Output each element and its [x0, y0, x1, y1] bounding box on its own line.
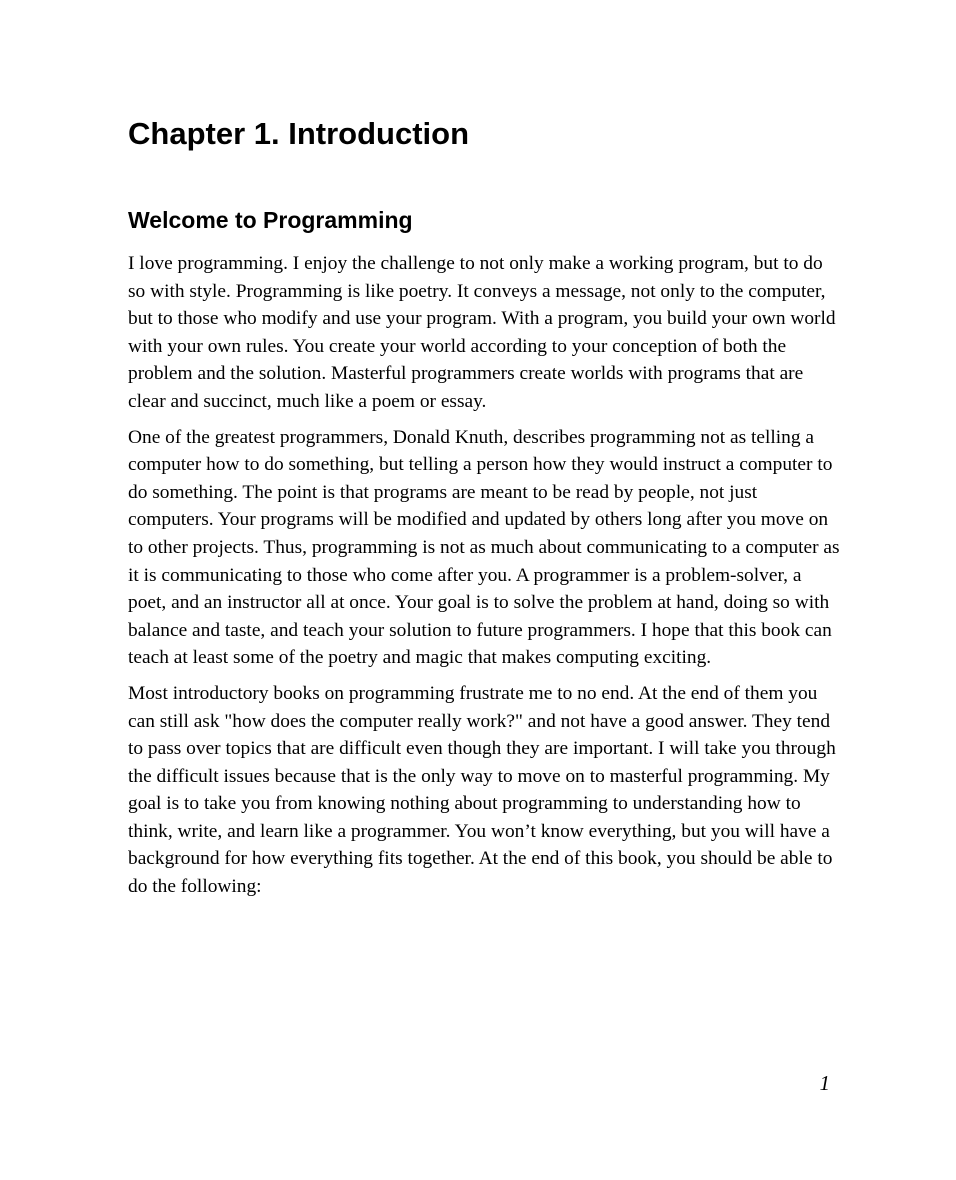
paragraph: Most introductory books on programming frustrate me to no end. At the end of them you can still ask "how does the computer really work?" and not have a good answer. They tend to pass over topics that are difficult even though they are important. I will take you through the difficult issues because that is the only way to move on to masterful programming. My goal is to take you from knowing nothing about programming to understanding how to think, write, and learn like a programmer. You won’t know everything, but you will have a background for how everything fits together. At the end of this book, you should be able to do the following: — [128, 682, 836, 898]
page-number: 1 — [819, 1071, 830, 1095]
paragraph: One of the greatest programmers, Donald Knuth, describes programming not as telling a computer how to do something, but telling a person how they would instruct a computer to do something. The point is that programs are meant to be read by people, not just computers. Your programs will be modified and updated by others long after you move on to other projects. Thus, programming is not as much about communicating to a computer as it is communicating to those who come after you. A programmer is a problem-solver, a poet, and an instructor all at once. Your goal is to solve the problem at hand, doing so with balance and taste, and teach your solution to future programmers. I hope that this book can teach at least some of the poetry and magic that makes computing exciting. — [128, 426, 840, 669]
section-title: Welcome to Programming — [128, 207, 413, 233]
paragraph: I love programming. I enjoy the challenge to not only make a working program, but to do so with style. Programming is like poetry. It conveys a message, not only to the computer, but to those who modify and use your program. With a program, you build your own world with your own rules. You create your world according to your conception of both the problem and the solution. Masterful programmers create worlds with programs that are clear and succinct, much like a poem or essay. — [128, 253, 836, 412]
body-text — [128, 250, 840, 909]
chapter-title: Chapter 1. Introduction — [128, 116, 469, 151]
